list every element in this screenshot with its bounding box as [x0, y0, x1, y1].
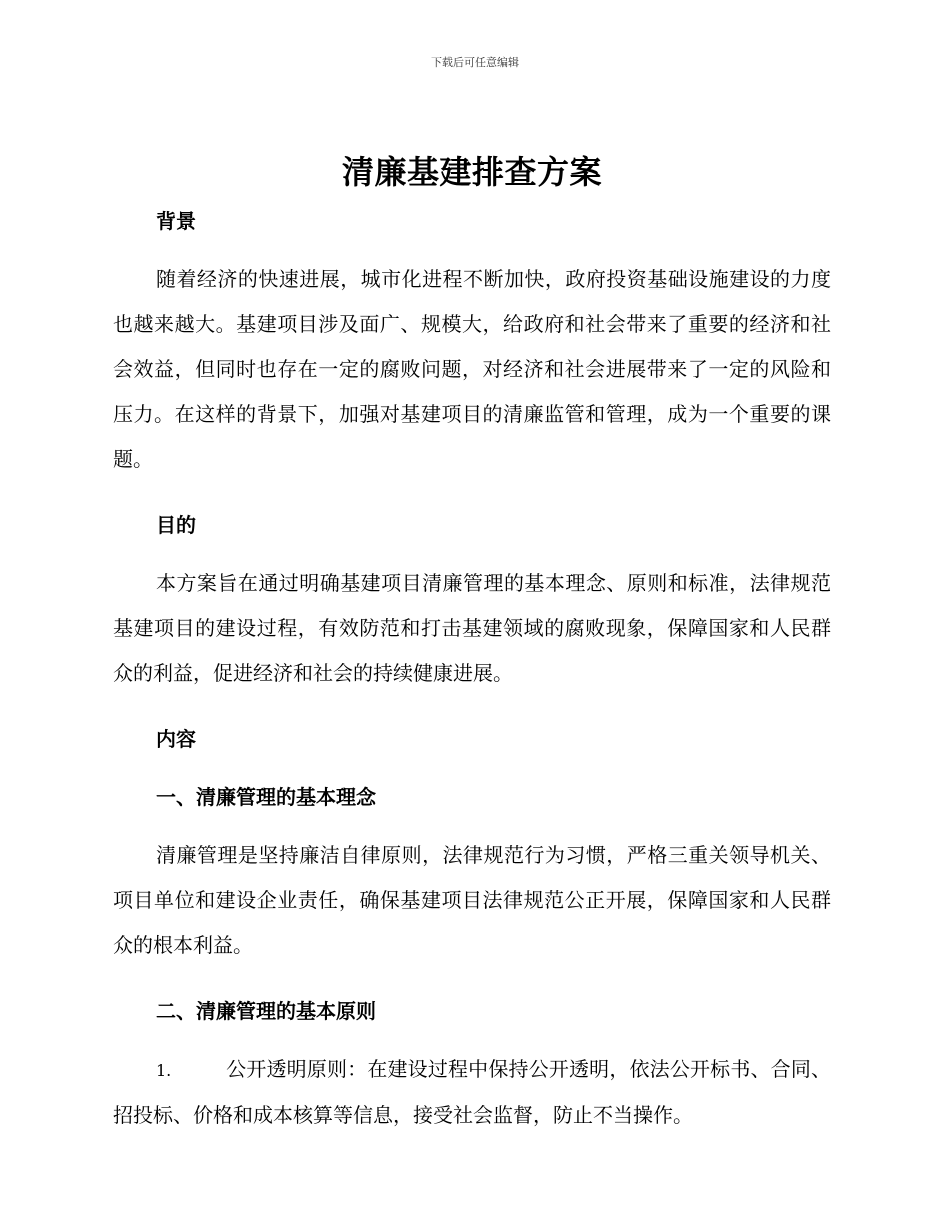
list-item-text: 公开透明原则：在建设过程中保持公开透明，依法公开标书、合同、招投标、价格和成本核算等信息，接受社会监督，防止不当操作。	[113, 1057, 831, 1127]
page-header-note: 下载后可任意编辑	[431, 56, 519, 69]
paragraph-background: 随着经济的快速进展，城市化进程不断加快，政府投资基础设施建设的力度也越来越大。基建项目涉及面广、规模大，给政府和社会带来了重要的经济和社会效益，但同时也存在一定的腐败问题，对经济和社会进展带来了一定的风险和压力。在这样的背景下，加强对基建项目的清廉监管和管理，成为一个重要的课题。	[113, 267, 831, 471]
section-heading-purpose: 目的	[156, 513, 196, 537]
document-title: 清廉基建排查方案	[341, 153, 602, 191]
document-body	[113, 150, 831, 1138]
section-heading-content: 内容	[156, 727, 196, 751]
paragraph-purpose: 本方案旨在通过明确基建项目清廉管理的基本理念、原则和标准，法律规范基建项目的建设过程，有效防范和打击基建领域的腐败现象，保障国家和人民群众的利益，促进经济和社会的持续健康进展。	[113, 571, 831, 685]
list-item-number: 1.	[156, 1061, 172, 1080]
section-heading-concept: 一、清廉管理的基本理念	[156, 785, 376, 809]
list-item	[113, 1047, 831, 1138]
paragraph-concept: 清廉管理是坚持廉洁自律原则，法律规范行为习惯，严格三重关领导机关、项目单位和建设企业责任，确保基建项目法律规范公正开展，保障国家和人民群众的根本利益。	[113, 843, 831, 957]
section-heading-principles: 二、清廉管理的基本原则	[156, 999, 376, 1023]
section-heading-background: 背景	[156, 209, 196, 233]
